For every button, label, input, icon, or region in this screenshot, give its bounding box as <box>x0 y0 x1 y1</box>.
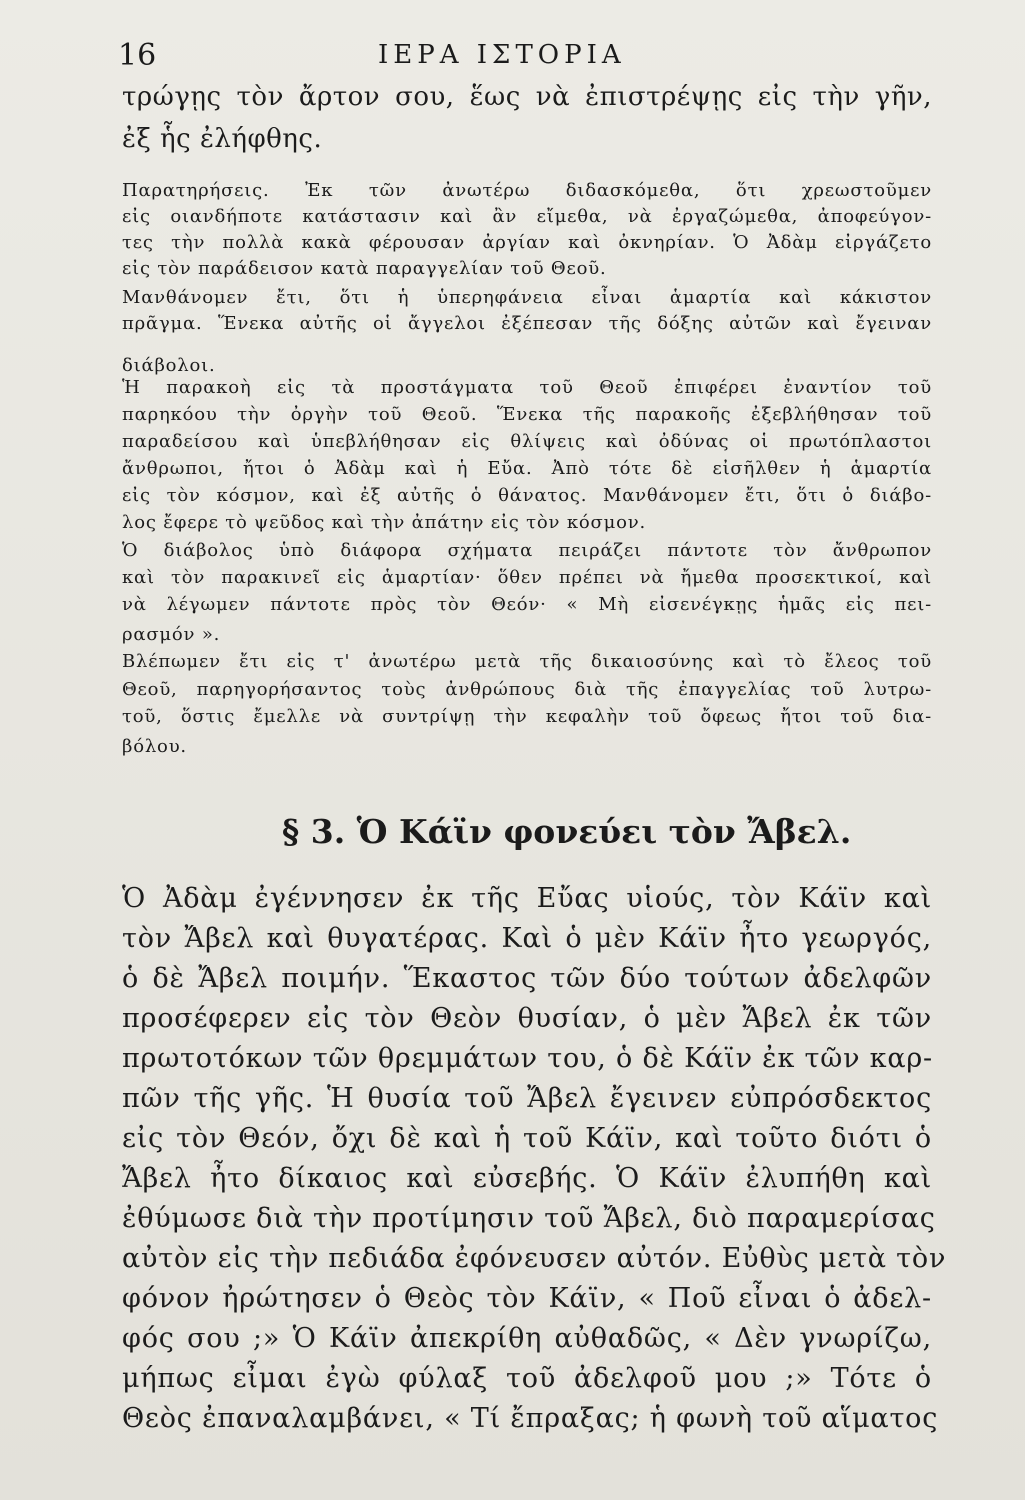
body-line: πρωτοτόκων τῶν θρεμμάτων του, ὁ δὲ Κάϊν ἐκ τῶν καρ- <box>122 1043 933 1074</box>
note-line: Βλέπωμεν ἔτι εἰς τ' ἀνωτέρω μετὰ τῆς δικαιοσύνης καὶ τὸ ἔλεος τοῦ <box>122 651 932 672</box>
text-line: τρώγῃς τὸν ἄρτον σου, ἕως νὰ ἐπιστρέψῃς εἰς τὴν γῆν, <box>122 82 932 112</box>
body-line: φός σου ;» Ὁ Κάϊν ἀπεκρίθη αὐθαδῶς, « Δὲν γνωρίζω, <box>122 1323 932 1354</box>
note-line: παραδείσου καὶ ὑπεβλήθησαν εἰς θλίψεις καὶ ὀδύνας οἱ πρωτόπλαστοι <box>122 431 932 452</box>
page-number: 16 <box>118 38 157 73</box>
body-line: ἐθύμωσε διὰ τὴν προτίμησιν τοῦ Ἄβελ, διὸ παραμερίσας <box>122 1203 936 1234</box>
note-line: λος ἔφερε τὸ ψεῦδος καὶ τὴν ἀπάτην εἰς τὸν κόσμον. <box>122 512 646 533</box>
note-line: εἰς οιανδήποτε κατάστασιν καὶ ἂν εἴμεθα, νὰ ἐργαζώμεθα, ἀποφεύγον- <box>122 206 932 227</box>
note-line: ρασμόν ». <box>122 624 221 645</box>
body-line: ὁ δὲ Ἄβελ ποιμήν. Ἕκαστος τῶν δύο τούτων ἀδελφῶν <box>122 963 932 994</box>
note-line: πρᾶγμα. Ἕνεκα αὐτῆς οἱ ἄγγελοι ἐξέπεσαν τῆς δόξης αὐτῶν καὶ ἔγειναν <box>122 313 932 334</box>
note-line: εἰς τὸν παράδεισον κατὰ παραγγελίαν τοῦ Θεοῦ. <box>122 258 607 279</box>
note-line: Παρατηρήσεις. Ἐκ τῶν ἀνωτέρω διδασκόμεθα, ὅτι χρεωστοῦμεν <box>122 180 932 201</box>
body-line: μήπως εἶμαι ἐγὼ φύλαξ τοῦ ἀδελφοῦ μου ;» Τότε ὁ <box>122 1363 932 1394</box>
body-line: αὐτὸν εἰς τὴν πεδιάδα ἐφόνευσεν αὐτόν. Εὐθὺς μετὰ τὸν <box>122 1243 947 1274</box>
body-line: προσέφερεν εἰς τὸν Θεὸν θυσίαν, ὁ μὲν Ἄβελ ἐκ τῶν <box>122 1003 932 1034</box>
body-line: φόνον ἠρώτησεν ὁ Θεὸς τὸν Κάϊν, « Ποῦ εἶναι ὁ ἀδελ- <box>122 1283 932 1314</box>
body-line: εἰς τὸν Θεόν, ὄχι δὲ καὶ ἡ τοῦ Κάϊν, καὶ τοῦτο διότι ὁ <box>122 1123 932 1154</box>
note-line: βόλου. <box>122 736 187 757</box>
note-line: Ἡ παρακοὴ εἰς τὰ προστάγματα τοῦ Θεοῦ ἐπιφέρει ἐναντίον τοῦ <box>122 377 932 398</box>
body-line: τὸν Ἄβελ καὶ θυγατέρας. Καὶ ὁ μὲν Κάϊν ἦτο γεωργός, <box>122 923 932 954</box>
text-line: ἐξ ἧς ἐλήφθης. <box>122 124 323 154</box>
body-line: Ὁ Ἀδὰμ ἐγέννησεν ἐκ τῆς Εὔας υἱούς, τὸν Κάϊν καὶ <box>122 883 932 914</box>
note-line: ἄνθρωποι, ἤτοι ὁ Ἀδὰμ καὶ ἡ Εὔα. Ἀπὸ τότε δὲ εἰσῆλθεν ἡ ἁμαρτία <box>122 458 932 479</box>
running-title: ΙΕΡΑ ΙΣΤΟΡΙΑ <box>378 40 626 70</box>
note-line: τες τὴν πολλὰ κακὰ φέρουσαν ἀργίαν καὶ ὀκνηρίαν. Ὁ Ἀδὰμ εἰργάζετο <box>122 232 932 253</box>
note-line: διάβολοι. <box>122 355 216 376</box>
note-line: εἰς τὸν κόσμον, καὶ ἐξ αὐτῆς ὁ θάνατος. Μανθάνομεν ἔτι, ὅτι ὁ διάβο- <box>122 485 932 506</box>
body-line: Θεὸς ἐπαναλαμβάνει, « Τί ἔπραξας; ἡ φωνὴ τοῦ αἵματος <box>122 1403 939 1434</box>
note-line: παρηκόου τὴν ὀργὴν τοῦ Θεοῦ. Ἕνεκα τῆς παρακοῆς ἐξεβλήθησαν τοῦ <box>122 404 932 425</box>
note-line: καὶ τὸν παρακινεῖ εἰς ἁμαρτίαν· ὅθεν πρέπει νὰ ἤμεθα προσεκτικοί, καὶ <box>122 567 932 588</box>
note-line: τοῦ, ὅστις ἔμελλε νὰ συντρίψῃ τὴν κεφαλὴν τοῦ ὄφεως ἤτοι τοῦ δια- <box>122 706 932 727</box>
body-line: Ἄβελ ἦτο δίκαιος καὶ εὐσεβής. Ὁ Κάϊν ἐλυπήθη καὶ <box>122 1163 932 1194</box>
section-heading: § 3. Ὁ Κάϊν φονεύει τὸν Ἄβελ. <box>282 812 852 851</box>
note-line: Μανθάνομεν ἔτι, ὅτι ἡ ὑπερηφάνεια εἶναι ἁμαρτία καὶ κάκιστον <box>122 287 932 308</box>
body-line: πῶν τῆς γῆς. Ἡ θυσία τοῦ Ἄβελ ἔγεινεν εὐπρόσδεκτος <box>122 1083 932 1114</box>
note-line: Ὁ διάβολος ὑπὸ διάφορα σχήματα πειράζει πάντοτε τὸν ἄνθρωπον <box>122 540 932 561</box>
page-header <box>118 38 918 78</box>
note-line: Θεοῦ, παρηγορήσαντος τοὺς ἀνθρώπους διὰ τῆς ἐπαγγελίας τοῦ λυτρω- <box>122 679 932 700</box>
note-line: νὰ λέγωμεν πάντοτε πρὸς τὸν Θεόν· « Μὴ εἰσενέγκῃς ἡμᾶς εἰς πει- <box>122 594 932 615</box>
